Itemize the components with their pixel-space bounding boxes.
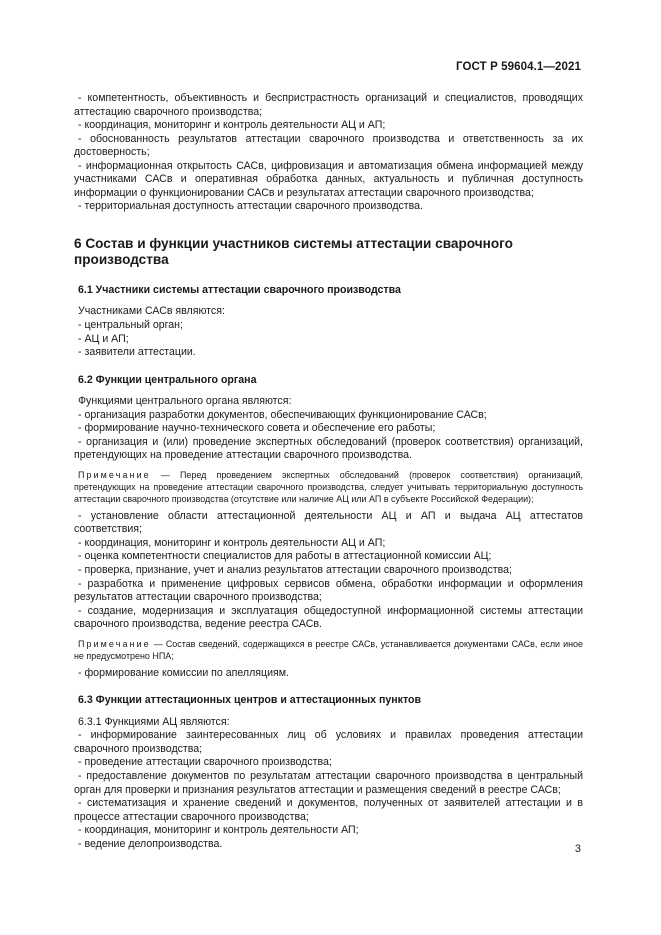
list-item: - центральный орган; <box>78 318 183 331</box>
list-item: - проверка, признание, учет и анализ результатов аттестации сварочного производства; <box>78 564 512 577</box>
note-label: Примечание <box>78 469 151 480</box>
page-number: 3 <box>574 843 581 855</box>
list-item: - оценка компетентности специалистов для работы в аттестационной комиссии АЦ; <box>78 550 492 563</box>
list-item: - координация, мониторинг и контроль деятельности АЦ и АП; <box>78 119 386 132</box>
list-item: - АЦ и АП; <box>78 332 129 345</box>
section-6-heading: 6 Состав и функции участников системы аттестации сварочного производства <box>74 235 513 268</box>
list-item: - предоставление документов по результатам аттестации сварочного производства в центральный орган для проверки и признания результатов аттестации и размещения сведений в реестре САСв; <box>74 770 583 796</box>
list-item: - компетентность, объективность и беспристрастность организаций и специалистов, проводящих аттестацию сварочного производства; <box>74 92 583 118</box>
list-item: - формирование научно-технического совета и обеспечение его работы; <box>78 422 436 435</box>
list-item: - территориальная доступность аттестации сварочного производства. <box>78 200 423 213</box>
list-item: - заявители аттестации. <box>78 346 196 359</box>
note-paragraph <box>74 638 583 662</box>
note-text: — Состав сведений, содержащихся в реестре САСв, устанавливается документами САСв, если иное не предусмотрено НПА; <box>74 638 583 661</box>
list-item: - разработка и применение цифровых сервисов обмена, обработки информации и оформления результатов аттестации сварочного производства; <box>74 577 583 604</box>
list-item: - организация разработки документов, обеспечивающих функционирование САСв; <box>78 408 487 421</box>
list-item: - информирование заинтересованных лиц об условиях и правилах проведения аттестации сварочного производства; <box>74 729 583 755</box>
lead-paragraph: Функциями центрального органа являются: <box>78 395 292 408</box>
subsection-6-3-heading: 6.3 Функции аттестационных центров и аттестационных пунктов <box>78 694 421 707</box>
list-item: - установление области аттестационной деятельности АЦ и АП и выдача АЦ аттестатов соответствия; <box>74 509 583 536</box>
subsection-6-1-heading: 6.1 Участники системы аттестации сварочного производства <box>78 283 401 296</box>
lead-paragraph: 6.3.1 Функциями АЦ являются: <box>78 715 230 728</box>
note-paragraph <box>74 469 583 505</box>
list-item: - информационная открытость САСв, цифровизация и автоматизация обмена информацией между участниками САСв и оперативная обработка данных, актуальность и публичная доступность информации о функционировании САСв и результатах аттестации сварочного производства; <box>74 159 583 199</box>
note-label: Примечание <box>78 638 151 649</box>
list-item: - систематизация и хранение сведений и документов, полученных от заявителей аттестации и в процессе аттестации сварочного производства; <box>74 797 583 823</box>
subsection-6-2-heading: 6.2 Функции центрального органа <box>78 373 257 386</box>
list-item: - ведение делопроизводства. <box>78 837 223 850</box>
list-item: - обоснованность результатов аттестации сварочного производства и ответственность за их достоверность; <box>74 132 583 159</box>
note-text: — Перед проведением экспертных обследований (проверок соответствия) организаций, претендующих на проведение аттестации сварочного производства, следует учитывать территориальную доступность аттестации сварочного производства (отсутствие или наличие АЦ или АП в субъекте Российской Федерации); <box>74 469 583 504</box>
page-body <box>74 92 583 851</box>
list-item: - организация и (или) проведение экспертных обследований (проверок соответствия) организаций, претендующих на проведение аттестации сварочного производства. <box>74 435 583 462</box>
list-item: - координация, мониторинг и контроль деятельности АЦ и АП; <box>78 536 386 549</box>
standard-code-header: ГОСТ Р 59604.1—2021 <box>456 61 581 73</box>
list-item: - создание, модернизация и эксплуатация общедоступной информационной системы аттестации сварочного производства, ведение реестра САСв. <box>74 604 583 631</box>
lead-paragraph: Участниками САСв являются: <box>78 305 225 318</box>
list-item: - проведение аттестации сварочного производства; <box>78 756 332 769</box>
list-item: - формирование комиссии по апелляциям. <box>78 666 289 679</box>
list-item: - координация, мониторинг и контроль деятельности АП; <box>78 824 359 837</box>
